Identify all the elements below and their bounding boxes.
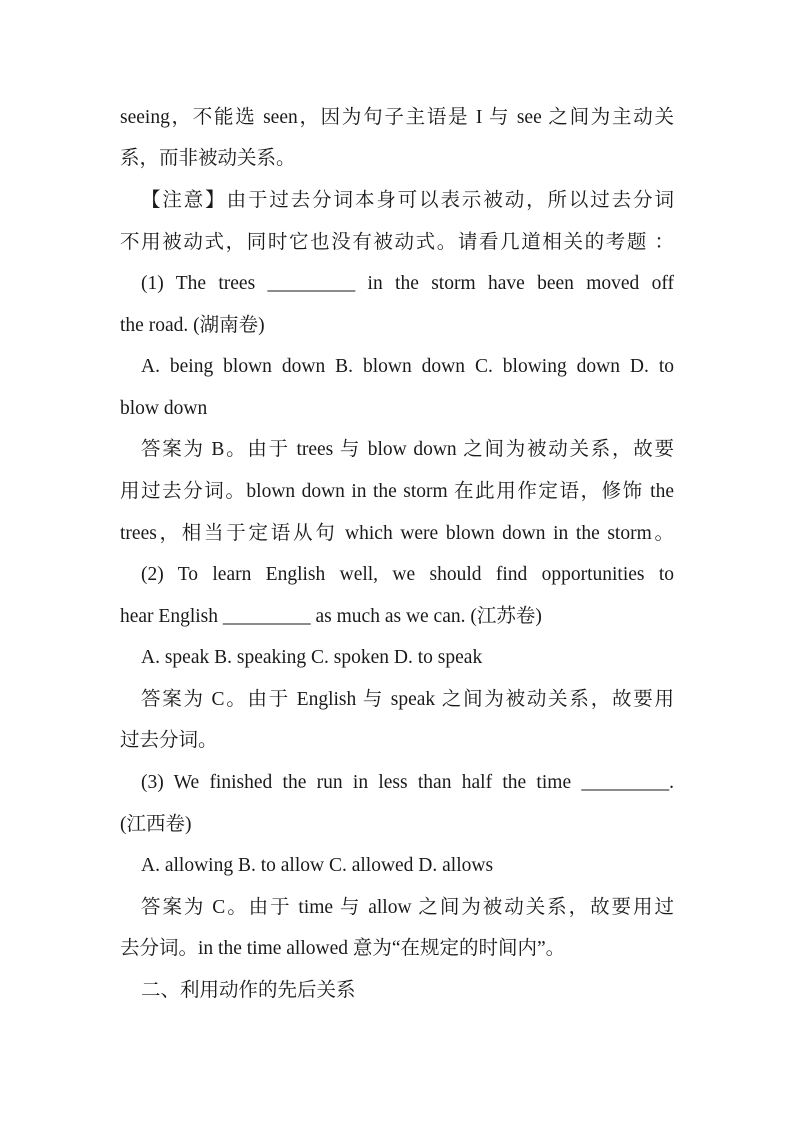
- section-heading: 二、利用动作的先后关系: [141, 980, 356, 1001]
- text-line: trees，相当于定语从句 which were blown down in the storm。: [120, 523, 674, 544]
- question-3-stem: (3) We finished the run in less than half the time _________.: [141, 772, 674, 793]
- answer-1: 答案为 B。由于 trees 与 blow down 之间为被动关系，故要: [141, 439, 674, 460]
- question-1-options: A. being blown down B. blown down C. blowing down D. to: [141, 356, 674, 377]
- question-3-options: A. allowing B. to allow C. allowed D. allows: [141, 855, 494, 876]
- text-line: 系，而非被动关系。: [120, 148, 296, 169]
- text-line: 【注意】由于过去分词本身可以表示被动，所以过去分词: [141, 190, 674, 211]
- text-line: hear English _________ as much as we can. (江苏卷): [120, 606, 542, 627]
- answer-2: 答案为 C。由于 English 与 speak 之间为被动关系，故要用: [141, 689, 674, 710]
- question-2-stem: (2) To learn English well, we should find opportunities to: [141, 564, 674, 585]
- text-line: (江西卷): [120, 814, 192, 835]
- text-line: seeing，不能选 seen，因为句子主语是 I 与 see 之间为主动关: [120, 107, 674, 128]
- text-line: 去分词。in the time allowed 意为“在规定的时间内”。: [120, 938, 566, 959]
- text-line: 不用被动式，同时它也没有被动式。请看几道相关的考题 ：: [120, 232, 674, 253]
- question-2-options: A. speak B. speaking C. spoken D. to speak: [141, 647, 483, 668]
- text-line: 用过去分词。blown down in the storm 在此用作定语，修饰 the: [120, 481, 674, 502]
- question-1-stem: (1) The trees _________ in the storm have been moved off: [141, 273, 674, 294]
- answer-3: 答案为 C。由于 time 与 allow 之间为被动关系，故要用过: [141, 897, 674, 918]
- text-line: the road. (湖南卷): [120, 315, 265, 336]
- text-line: 过去分词。: [120, 730, 218, 751]
- text-line: blow down: [120, 398, 208, 419]
